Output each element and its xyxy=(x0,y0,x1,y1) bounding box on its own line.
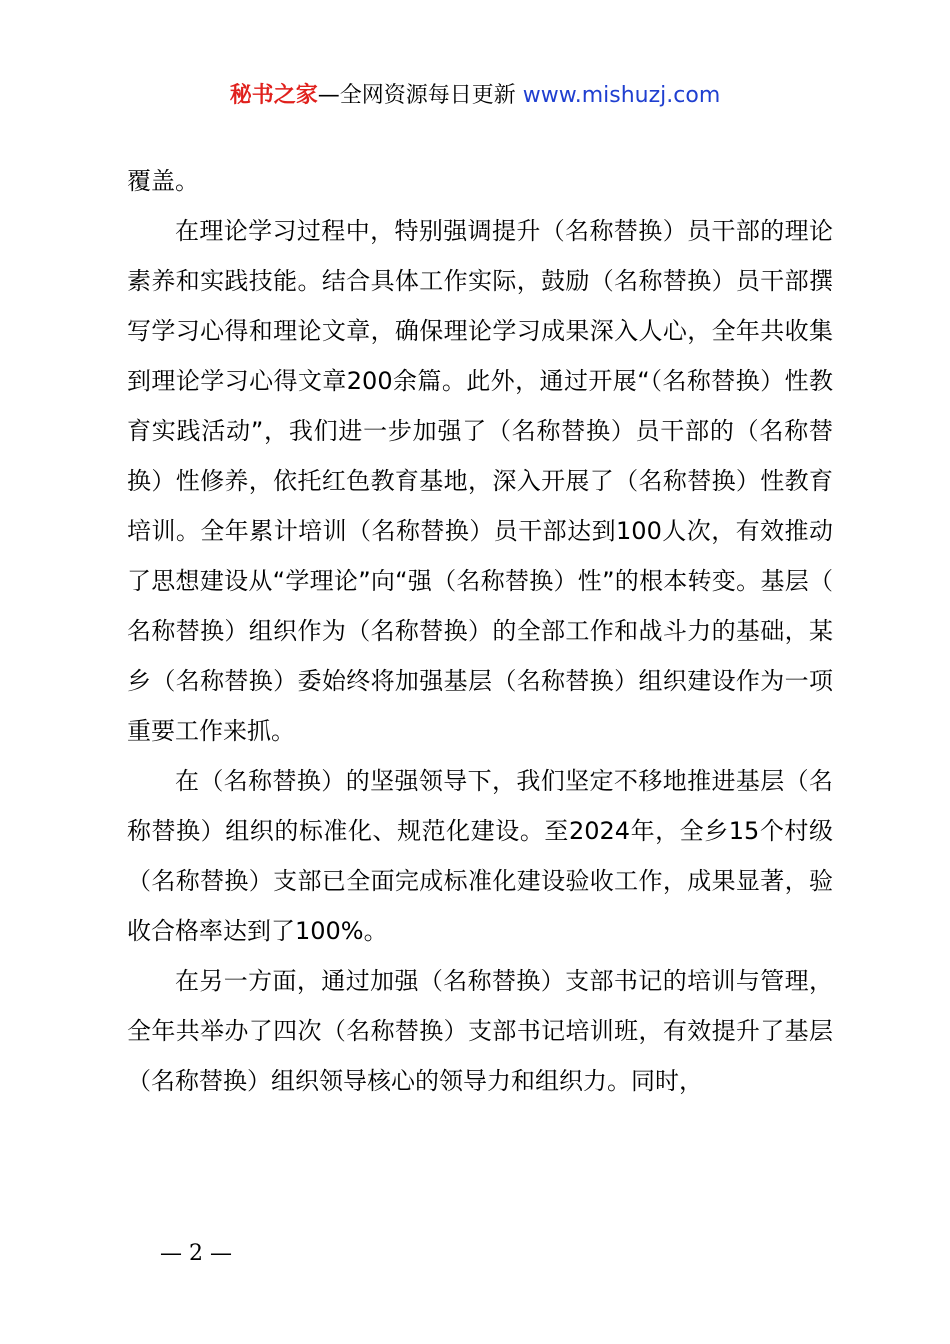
site-header xyxy=(0,80,950,112)
paragraph-continuation: 覆盖。 xyxy=(127,167,199,195)
paragraph-standardization: 在（名称替换）的坚强领导下，我们坚定不移地推进基层（名称替换）组织的标准化、规范化建设。至2024年，全乡15个村级（名称替换）支部已全面完成标准化建设验收工作，成果显著，验收合格率达到了100%。 xyxy=(127,767,833,945)
site-url-link[interactable]: www.mishuzj.com xyxy=(522,83,721,108)
paragraph-theory-study: 在理论学习过程中，特别强调提升（名称替换）员干部的理论素养和实践技能。结合具体工作实际，鼓励（名称替换）员干部撰写学习心得和理论文章，确保理论学习成果深入人心，全年共收集到理论学习心得文章200余篇。此外，通过开展“（名称替换）性教育实践活动”，我们进一步加强了（名称替换）员干部的（名称替换）性修养，依托红色教育基地，深入开展了（名称替换）性教育培训。全年累计培训（名称替换）员干部达到100人次，有效推动了思想建设从“学理论”向“强（名称替换）性”的根本转变。基层（名称替换）组织作为（名称替换）的全部工作和战斗力的基础，某乡（名称替换）委始终将加强基层（名称替换）组织建设作为一项重要工作来抓。 xyxy=(127,217,833,745)
paragraph-secretary-training: 在另一方面，通过加强（名称替换）支部书记的培训与管理，全年共举办了四次（名称替换）支部书记培训班，有效提升了基层（名称替换）组织领导核心的领导力和组织力。同时， xyxy=(127,967,833,1095)
page-number: — 2 — xyxy=(160,1241,232,1266)
brand-name: 秘书之家 xyxy=(229,83,318,108)
header-tagline: —全网资源每日更新 xyxy=(317,83,516,108)
document-body xyxy=(127,156,833,1106)
